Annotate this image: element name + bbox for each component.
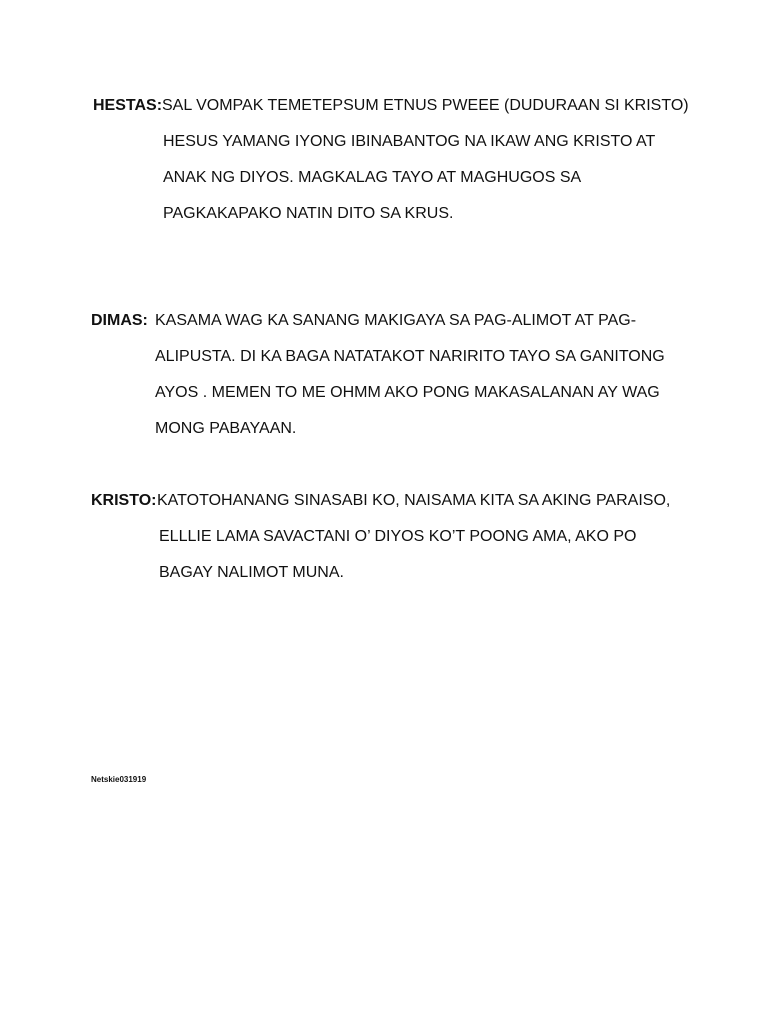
- speaker-label: KRISTO:: [91, 492, 157, 509]
- dialogue-line: KATOTOHANANG SINASABI KO, NAISAMA KITA SA AKING PARAISO,: [157, 492, 671, 509]
- dialogue-line: SAL VOMPAK TEMETEPSUM ETNUS PWEEE (DUDURAAN SI KRISTO): [162, 97, 689, 114]
- dialogue-line: KASAMA WAG KA SANANG MAKIGAYA SA PAG-ALIMOT AT PAG-: [155, 312, 637, 329]
- dialogue-line: ELLLIE LAMA SAVACTANI O’ DIYOS KO’T POONG AMA, AKO PO: [159, 528, 637, 545]
- dialogue-line: PAGKAKAPAKO NATIN DITO SA KRUS.: [163, 205, 454, 222]
- dialogue-line: ANAK NG DIYOS. MAGKALAG TAYO AT MAGHUGOS SA: [163, 169, 582, 186]
- author-tag: Netskie031919: [91, 775, 147, 784]
- speaker-label: HESTAS:: [93, 97, 163, 114]
- dialogue-line: MONG PABAYAAN.: [155, 420, 297, 437]
- dialogue-line: AYOS . MEMEN TO ME OHMM AKO PONG MAKASALANAN AY WAG: [155, 384, 660, 401]
- dialogue-line: HESUS YAMANG IYONG IBINABANTOG NA IKAW ANG KRISTO AT: [163, 133, 656, 150]
- dialogue-line: ALIPUSTA. DI KA BAGA NATATAKOT NARIRITO TAYO SA GANITONG: [155, 348, 665, 365]
- dialogue-line: BAGAY NALIMOT MUNA.: [159, 564, 344, 581]
- speaker-label: DIMAS:: [91, 312, 148, 329]
